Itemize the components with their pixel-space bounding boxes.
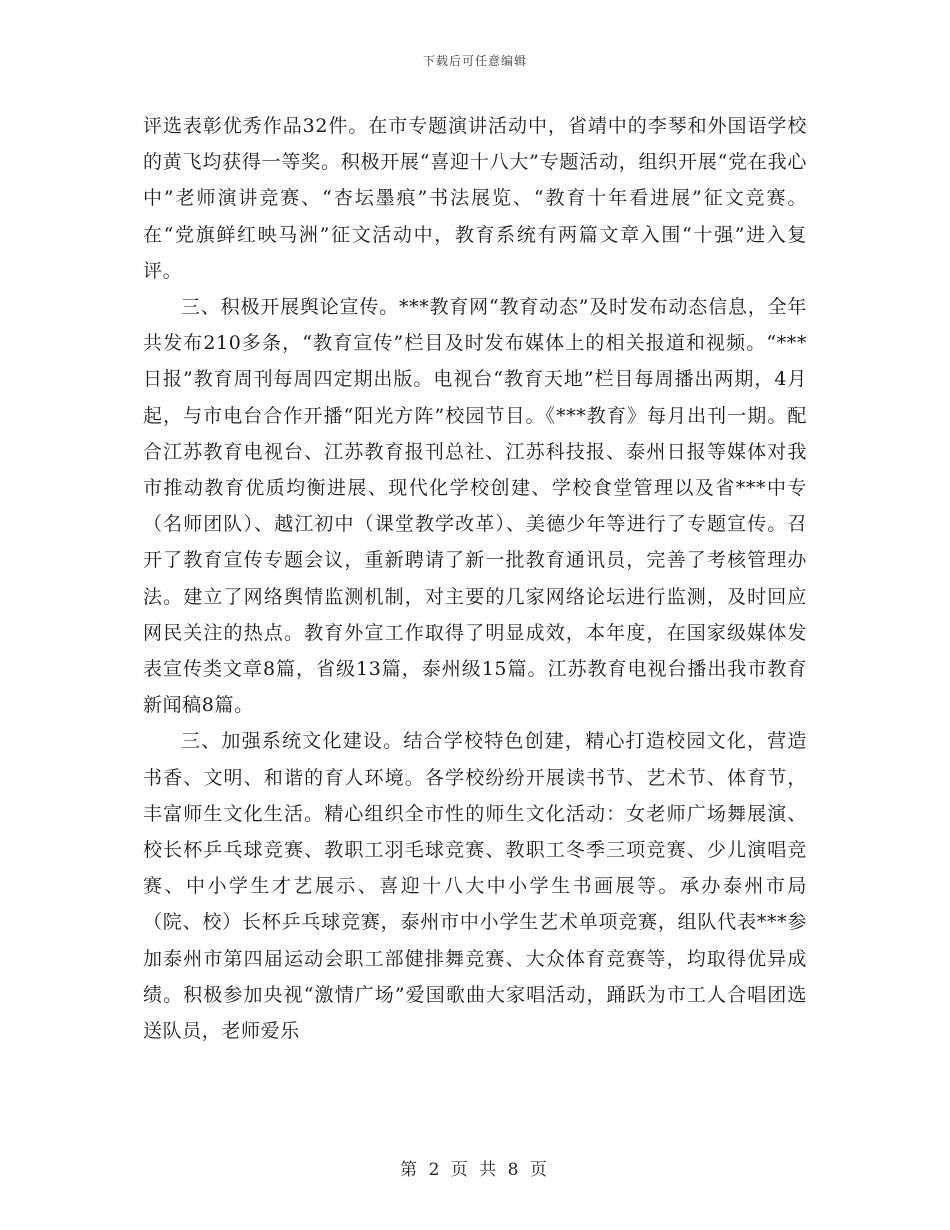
page-number-footer: 第 2 页 共 8 页 (400, 1160, 550, 1180)
paragraph-system-culture-building: 三、加强系统文化建设。结合学校特色创建，精心打造校园文化，营造书香、文明、和谐的育人环境。各学校纷纷开展读书节、艺术节、体育节，丰富师生文化生活。精心组织全市性的师生文化活动：女老师广场舞展演、校长杯乒乓球竞赛、教职工羽毛球竞赛、教职工冬季三项竞赛、少儿演唱竞赛、中小学生才艺展示、喜迎十八大中小学生书画展等。承办泰州市局（院、校）长杯乒乓球竞赛，泰州市中小学生艺术单项竞赛，组队代表***参加泰州市第四届运动会职工部健排舞竞赛、大众体育竞赛等，均取得优异成绩。积极参加央视“激情广场”爱国歌曲大家唱活动，踊跃为市工人合唱团选送队员，老师爱乐 (143, 730, 807, 1043)
page-header-note: 下载后可任意编辑 (422, 54, 527, 68)
paragraph-public-opinion-publicity: 三、积极开展舆论宣传。***教育网“教育动态”及时发布动态信息，全年共发布210多条，“教育宣传”栏目及时发布媒体上的相关报道和视频。“***日报”教育周刊每周四定期出版。电视台“教育天地”栏目每周播出两期，4月起，与市电台合作开播“阳光方阵”校园节目。《***教育》每月出刊一期。配合江苏教育电视台、江苏教育报刊总社、江苏科技报、泰州日报等媒体对我市推动教育优质均衡进展、现代化学校创建、学校食堂管理以及省***中专（名师团队）、越江初中（课堂教学改革）、美德少年等进行了专题宣传。召开了教育宣传专题会议，重新聘请了新一批教育通讯员，完善了考核管理办法。建立了网络舆情监测机制，对主要的几家网络论坛进行监测，及时回应网民关注的热点。教育外宣工作取得了明显成效，本年度，在国家级媒体发表宣传类文章8篇，省级13篇，泰州级15篇。江苏教育电视台播出我市教育新闻稿8篇。 (143, 296, 807, 717)
paragraph-continued-awards: 评选表彰优秀作品32件。在市专题演讲活动中，省靖中的李琴和外国语学校的黄飞均获得一等奖。积极开展“喜迎十八大”专题活动，组织开展“党在我心中”老师演讲竞赛、“杏坛墨痕”书法展览、“教育十年看进展”征文竞赛。在“党旗鲜红映马洲”征文活动中，教育系统有两篇文章入围“十强”进入复评。 (143, 115, 807, 282)
document-body (143, 108, 807, 1049)
